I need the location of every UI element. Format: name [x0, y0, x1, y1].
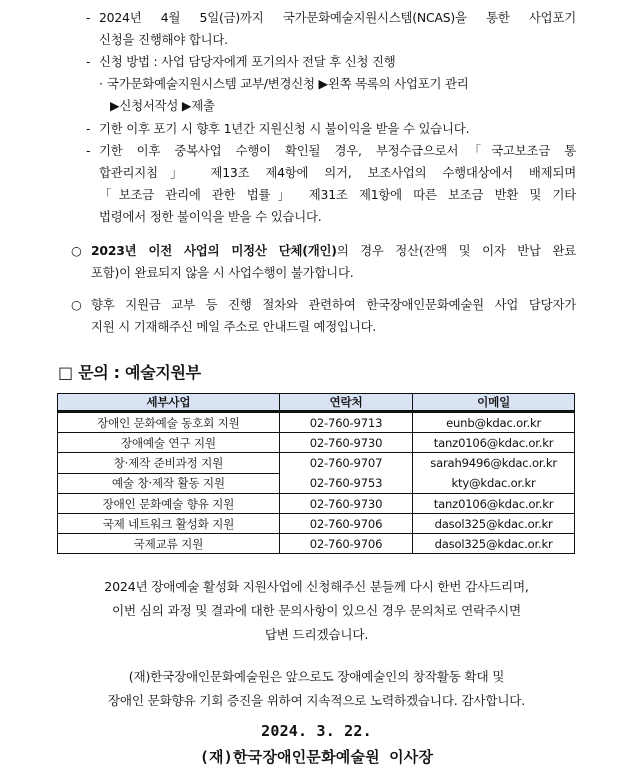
email-value[interactable]: sarah9496@kdac.or.kr	[430, 456, 557, 470]
header-program: 세부사업	[58, 394, 280, 412]
deadline-line-2: 신청을 진행해야 합니다.	[99, 32, 228, 47]
guidance-line-2: 지원 시 기재해주신 메일 주소로 안내드릴 예정입니다.	[91, 319, 377, 334]
phone-cell: 02-760-9706	[279, 514, 412, 534]
phone-cell: 02-760-9730	[279, 494, 412, 514]
phone-cell-merged	[279, 453, 412, 494]
table-header-row	[58, 394, 575, 412]
phone-cell: 02-760-9706	[279, 534, 412, 554]
table-row	[58, 433, 575, 453]
header-email: 이메일	[413, 394, 575, 412]
method-steps-line-1: 국가문화예술지원시스템 교부/변경신청 ▶왼쪽 목록의 사업포기 관리	[107, 76, 469, 91]
unsettled-line-1	[91, 243, 576, 259]
circle-marker: ○	[71, 297, 82, 312]
email-cell[interactable]: eunb@kdac.or.kr	[413, 412, 575, 433]
program-cell: 국제교류 지원	[58, 534, 280, 554]
program-cell: 장애예술 연구 지원	[58, 433, 280, 453]
email-cell[interactable]: dasol325@kdac.or.kr	[413, 514, 575, 534]
table-row	[58, 514, 575, 534]
sub-marker: ·	[99, 76, 103, 91]
duplicate-line-1: 기한 이후 중복사업 수행이 확인될 경우, 부정수급으로서「국고보조금 통	[99, 143, 576, 158]
closing-para2-line2: 장애인 문화향유 기회 증진을 위하여 지속적으로 노력하겠습니다. 감사합니다.	[107, 693, 526, 708]
table-row	[58, 494, 575, 514]
duplicate-line-3: 「보조금 관리에 관한 법률」 제31조 제1항에 따른 보조금 반환 및 기타	[99, 187, 576, 202]
method-steps-line-2: ▶신청서작성 ▶제출	[110, 98, 215, 113]
method-line: 신청 방법 : 사업 담당자에게 포기의사 전달 후 신청 진행	[99, 54, 396, 69]
email-cell-merged	[413, 453, 575, 494]
contact-section-title: □ 문의 : 예술지원부	[58, 363, 201, 382]
table-row	[58, 412, 575, 433]
program-cell: 예술 창·제작 활동 지원	[58, 473, 280, 494]
program-cell: 국제 네트워크 활성화 지원	[58, 514, 280, 534]
table-row	[58, 534, 575, 554]
phone-cell: 02-760-9713	[279, 412, 412, 433]
closing-para1-line3: 답변 드리겠습니다.	[264, 627, 369, 642]
dash-marker: -	[86, 54, 91, 69]
dash-marker: -	[86, 143, 91, 158]
unsettled-rest: 의 경우 정산(잔액 및 이자 반납 완료	[336, 243, 576, 258]
program-cell: 장애인 문화예술 향유 지원	[58, 494, 280, 514]
email-value[interactable]: kty@kdac.or.kr	[451, 476, 536, 490]
deadline-line-1: 2024년 4월 5일(금)까지 국가문화예술지원시스템(NCAS)을 통한 사업포기	[99, 10, 576, 25]
dash-marker: -	[86, 121, 91, 136]
table-row	[58, 453, 575, 474]
email-cell[interactable]: dasol325@kdac.or.kr	[413, 534, 575, 554]
issue-date: 2024. 3. 22.	[261, 722, 372, 740]
penalty-line: 기한 이후 포기 시 향후 1년간 지원신청 시 불이익을 받을 수 있습니다.	[99, 121, 470, 136]
issuer-name: (재)한국장애인문화예술원 이사장	[199, 748, 434, 766]
closing-para1-line2: 이번 심의 과정 및 결과에 대한 문의사항이 있으신 경우 문의처로 연락주시면	[112, 603, 521, 618]
header-phone: 연락처	[279, 394, 412, 412]
phone-value: 02-760-9753	[309, 476, 383, 490]
phone-cell: 02-760-9730	[279, 433, 412, 453]
dash-marker: -	[86, 10, 91, 25]
unsettled-line-2: 포함)이 완료되지 않을 시 사업수행이 불가합니다.	[91, 265, 354, 280]
duplicate-line-4: 법령에서 정한 불이익을 받을 수 있습니다.	[99, 209, 322, 224]
phone-value: 02-760-9707	[309, 456, 383, 470]
unsettled-emphasis: 2023년 이전 사업의 미정산 단체(개인)	[91, 243, 337, 258]
duplicate-line-2: 합관리지침」 제13조 제4항에 의거, 보조사업의 수행대상에서 배제되며	[99, 165, 576, 180]
contact-table	[57, 393, 575, 554]
program-cell: 창·제작 준비과정 지원	[58, 453, 280, 474]
closing-para1-line1: 2024년 장애예술 활성화 지원사업에 신청해주신 분들께 다시 한번 감사드리며,	[104, 579, 529, 594]
program-cell: 장애인 문화예술 동호회 지원	[58, 412, 280, 433]
guidance-line-1: 향후 지원금 교부 등 진행 절차와 관련하여 한국장애인문화예술원 사업 담당자가	[91, 297, 576, 312]
closing-para2-line1: (재)한국장애인문화예술원은 앞으로도 장애예술인의 창작활동 확대 및	[128, 669, 505, 684]
email-cell[interactable]: tanz0106@kdac.or.kr	[413, 494, 575, 514]
email-cell[interactable]: tanz0106@kdac.or.kr	[413, 433, 575, 453]
circle-marker: ○	[71, 243, 82, 258]
